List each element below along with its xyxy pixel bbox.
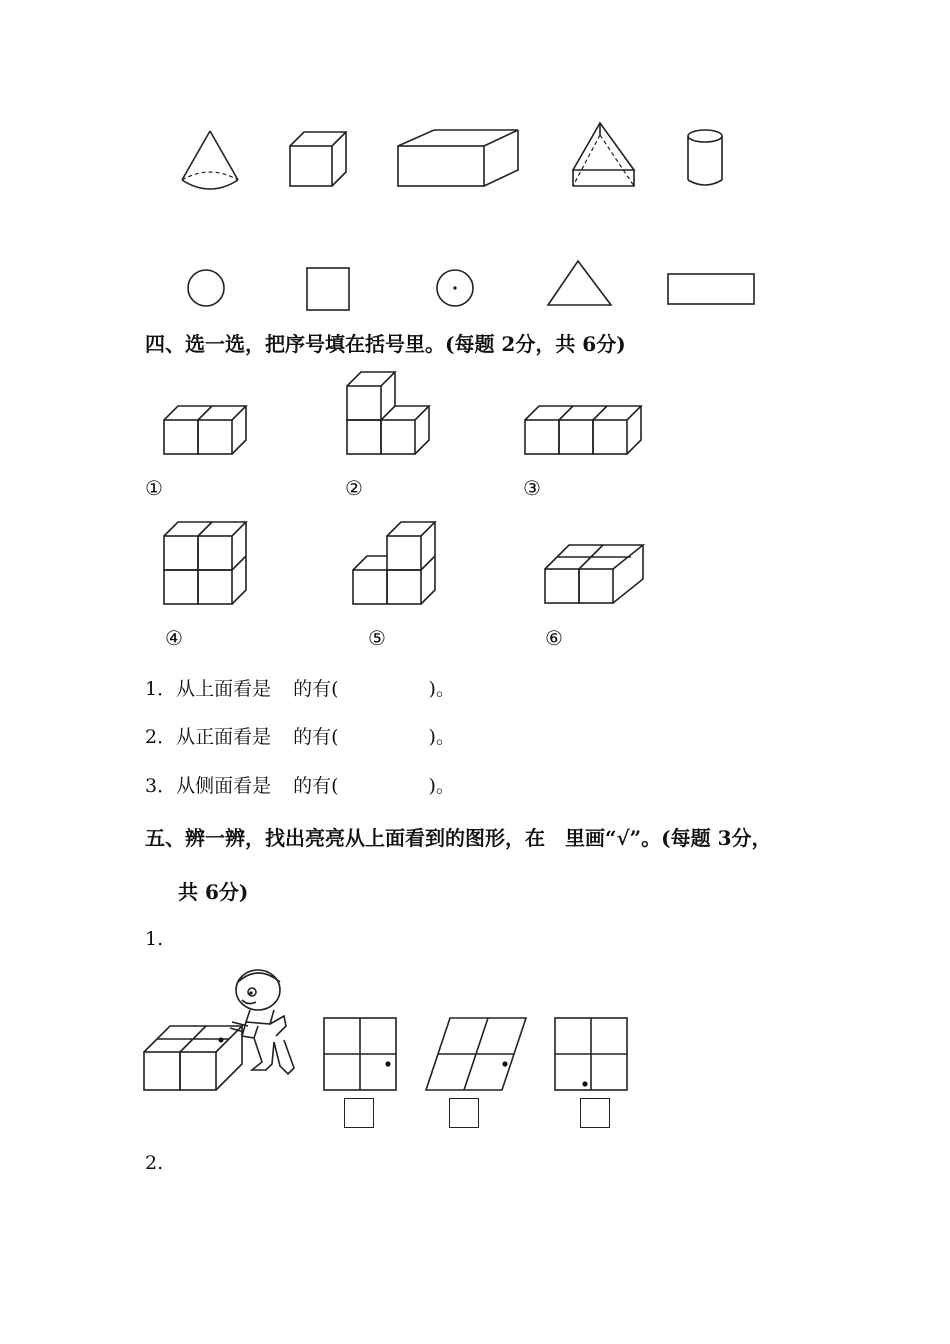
cylinder-figure (684, 128, 728, 190)
section-5-heading-line1: 五、辨一辨，找出亮亮从上面看到的图形，在 里画“√”。(每题 3分， (145, 826, 772, 850)
figure-label-6: ⑥ (545, 626, 563, 650)
figure-label-1: ① (145, 476, 163, 500)
square-shape (305, 266, 351, 312)
block-figure-6 (543, 543, 649, 605)
figure-label-2: ② (345, 476, 363, 500)
option-b-grid (424, 1016, 530, 1092)
circle-shape (186, 268, 228, 310)
block-figure-4 (162, 520, 252, 606)
block-figure-3 (523, 404, 647, 456)
block-figure-2 (345, 370, 435, 456)
option-c-grid (553, 1016, 629, 1092)
question-1: 1．从上面看是 的有( )。 (145, 678, 455, 700)
section-5-heading-line2: 共 6分) (178, 880, 249, 904)
question-3: 3．从侧面看是 的有( )。 (145, 775, 455, 797)
item-2-number: 2. (145, 1152, 164, 1174)
circle-with-center-shape (435, 268, 477, 310)
rectangle-shape (666, 272, 756, 306)
section-4-heading: 四、选一选，把序号填在括号里。(每题 2分，共 6分) (145, 332, 626, 356)
option-c-checkbox[interactable] (580, 1098, 610, 1128)
question-2: 2．从正面看是 的有( )。 (145, 726, 455, 748)
cuboid-figure (396, 128, 524, 190)
block-figure-1 (162, 404, 252, 456)
option-a-checkbox[interactable] (344, 1098, 374, 1128)
cone-figure (175, 128, 245, 190)
figure-label-4: ④ (165, 626, 183, 650)
option-a-grid (322, 1016, 398, 1092)
triangular-prism-figure (570, 120, 640, 190)
boy-illustration (214, 966, 300, 1082)
cube-figure (288, 130, 352, 190)
block-figure-5 (351, 520, 441, 606)
triangle-shape (545, 258, 615, 308)
option-b-checkbox[interactable] (449, 1098, 479, 1128)
item-1-number: 1. (145, 928, 164, 950)
figure-label-3: ③ (523, 476, 541, 500)
figure-label-5: ⑤ (368, 626, 386, 650)
